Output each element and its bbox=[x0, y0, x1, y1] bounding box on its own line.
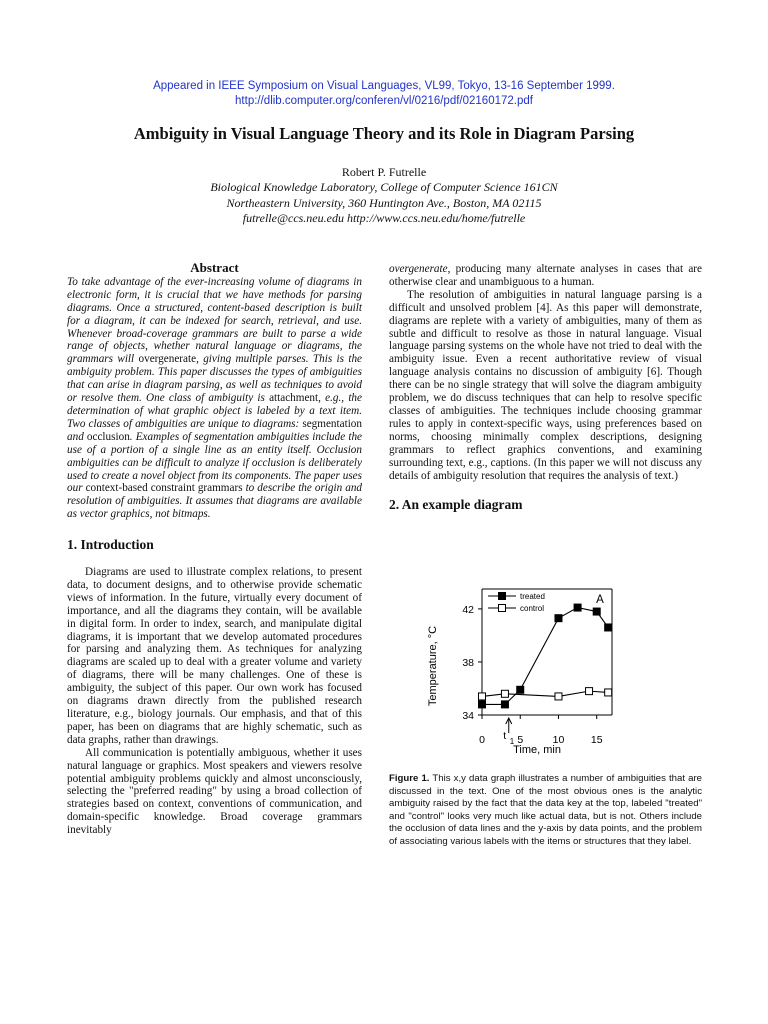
author-affiliation-1: Biological Knowledge Laboratory, College of Computer Science 161CN bbox=[210, 180, 558, 194]
data-point-treated bbox=[501, 701, 508, 708]
x-tick-label: 10 bbox=[552, 734, 565, 746]
y-axis-label: Temperature, °C bbox=[427, 625, 439, 707]
legend-marker-treated bbox=[499, 593, 506, 600]
data-point-control bbox=[501, 690, 508, 697]
data-point-treated bbox=[555, 615, 562, 622]
x-tick-label: 0 bbox=[479, 734, 485, 746]
t1-label: t bbox=[503, 730, 507, 742]
y-tick-label: 34 bbox=[462, 710, 474, 722]
x-axis-label: Time, min bbox=[513, 744, 561, 756]
x-tick-label: 5 bbox=[517, 734, 524, 746]
ambiguity-paragraph: The resolution of ambiguities in natural language parsing is a difficult and unsolved problem [4]. As this paper will demonstrate, diagrams are replete with a variety of ambiguities, many of them as subtle and difficult to resolve as those in natural language. Visual language parsing systems on the whole have not tried to deal with the ambiguity issue. Even a recent authoritative review of visual language analysis contains no discussion of ambiguity [6]. Though there can be no single strategy that will solve the diagram ambiguity problem, we do discuss techniques that can help to resolve specific classes of ambiguities. The techniques include choosing grammar rules to apply in context-specific ways, using preferences based on norms, choosing minimally complex descriptions, designing grammars to reflect graphics conventions, and examining surrounding text, e.g., captions. (In this paper we will not discuss any details of ambiguity resolution that requires the analysis of text.) bbox=[389, 288, 702, 482]
intro-paragraph-2: All communication is potentially ambiguous, whether it uses natural language or graphics. Most speakers and viewers resolve potential ambiguity problems quickly and almost unconsciously, selecting the "preferred reading" by using a broad collection of strategies based on context, conventions of communication, and domain-specific knowledge. Broad coverage grammars inevitably bbox=[67, 746, 362, 837]
data-point-control bbox=[555, 693, 562, 700]
data-point-treated bbox=[605, 624, 612, 631]
data-point-control bbox=[586, 688, 593, 695]
continuation-paragraph: overgenerate, producing many alternate analyses in cases that are otherwise clear and unambiguous to a human. bbox=[389, 263, 702, 288]
section-heading-introduction: 1. Introduction bbox=[67, 537, 154, 553]
abstract-heading: Abstract bbox=[190, 260, 239, 275]
paper-title: Ambiguity in Visual Language Theory and its Role in Diagram Parsing bbox=[133, 124, 635, 143]
data-point-control bbox=[605, 689, 612, 696]
data-point-treated bbox=[479, 701, 486, 708]
legend-label-control: control bbox=[520, 604, 545, 613]
figure-1-chart bbox=[420, 585, 620, 765]
y-tick-label: 42 bbox=[462, 603, 474, 616]
legend-label-treated: treated bbox=[520, 592, 545, 601]
x-tick-label: 15 bbox=[590, 734, 603, 746]
panel-label: A bbox=[596, 594, 604, 606]
data-point-control bbox=[479, 693, 486, 700]
data-point-treated bbox=[593, 608, 600, 615]
section-heading-example-diagram: 2. An example diagram bbox=[389, 497, 523, 513]
t1-subscript: 1 bbox=[509, 737, 515, 746]
author-contact: futrelle@ccs.neu.edu http://www.ccs.neu.edu/home/futrelle bbox=[242, 211, 526, 225]
y-tick-label: 38 bbox=[462, 656, 474, 669]
legend-marker-control bbox=[499, 605, 506, 612]
figure-1-caption: Figure 1. This x,y data graph illustrates a number of ambiguities that are discussed in the text. One of the most obvious ones is the analytic ambiguity raised by the fact that the data key at the top, labeled "treated" and "control" looks very much like actual data, but is not. Others include the occlusion of data lines and the y-axis by data points, and the problem of associating various labels with the items or structures that they label. bbox=[389, 773, 702, 847]
abstract-text: To take advantage of the ever-increasing volume of diagrams in electronic form, it is crucial that we have methods for parsing diagrams. Once a structured, content-based description is built for a diagram, it can be indexed for search, retrieval, and use. Whenever broad-coverage grammars are built to parse a wide range of objects, whether natural language or diagrams, the grammars will overgenerate, giving multiple parses. This is the ambiguity problem. This paper discusses the types of ambiguities that can arise in diagram parsing, as well as techniques to avoid or resolve them. One class of ambiguity is attachment, e.g., the determination of what graphic object is labeled by a text item. Two classes of ambiguities are unique to diagrams: segmentation and occlusion. Examples of segmentation ambiguities include the use of a portion of a single line as an entity itself. Occlusion ambiguities can be difficult to analyze if occlusion is deliberately used to create a novel object from its components. The paper uses our context-based constraint grammars to describe the origin and resolution of ambiguities. It assumes that diagrams are available as vector graphics, not bitmaps. bbox=[67, 275, 363, 521]
right-column bbox=[389, 263, 702, 512]
intro-paragraph-1: Diagrams are used to illustrate complex relations, to present data, to document designs, and to otherwise provide schematic views of information. In the future, virtually every document of importance, and all the diagrams they contain, will be available in digital form. In order to index, search, and manipulate digital diagrams, it is important that we develop automated procedures for parsing and analyzing them. As techniques for analyzing diagrams are scaled up to deal with a greater volume and variety of diagrams, there will be many challenges. One of these is ambiguity, the subject of this paper. Our own work has focused on diagrams drawn directly from the published research literature, e.g., biology journals. Our emphasis, and that of this paper, has been on diagrams that are highly schematic, such as data graphs, rather than drawings. bbox=[67, 566, 362, 746]
left-column bbox=[67, 262, 362, 837]
data-point-treated bbox=[574, 604, 581, 611]
venue-line: Appeared in IEEE Symposium on Visual Languages, VL99, Tokyo, 13-16 September 1999. bbox=[153, 80, 615, 92]
author-name: Robert P. Futrelle bbox=[341, 165, 427, 179]
author-affiliation-2: Northeastern University, 360 Huntington Ave., Boston, MA 02115 bbox=[226, 196, 542, 210]
venue-url[interactable]: http://dlib.computer.org/conferen/vl/0216/pdf/02160172.pdf bbox=[235, 95, 533, 107]
data-point-treated bbox=[517, 686, 524, 693]
